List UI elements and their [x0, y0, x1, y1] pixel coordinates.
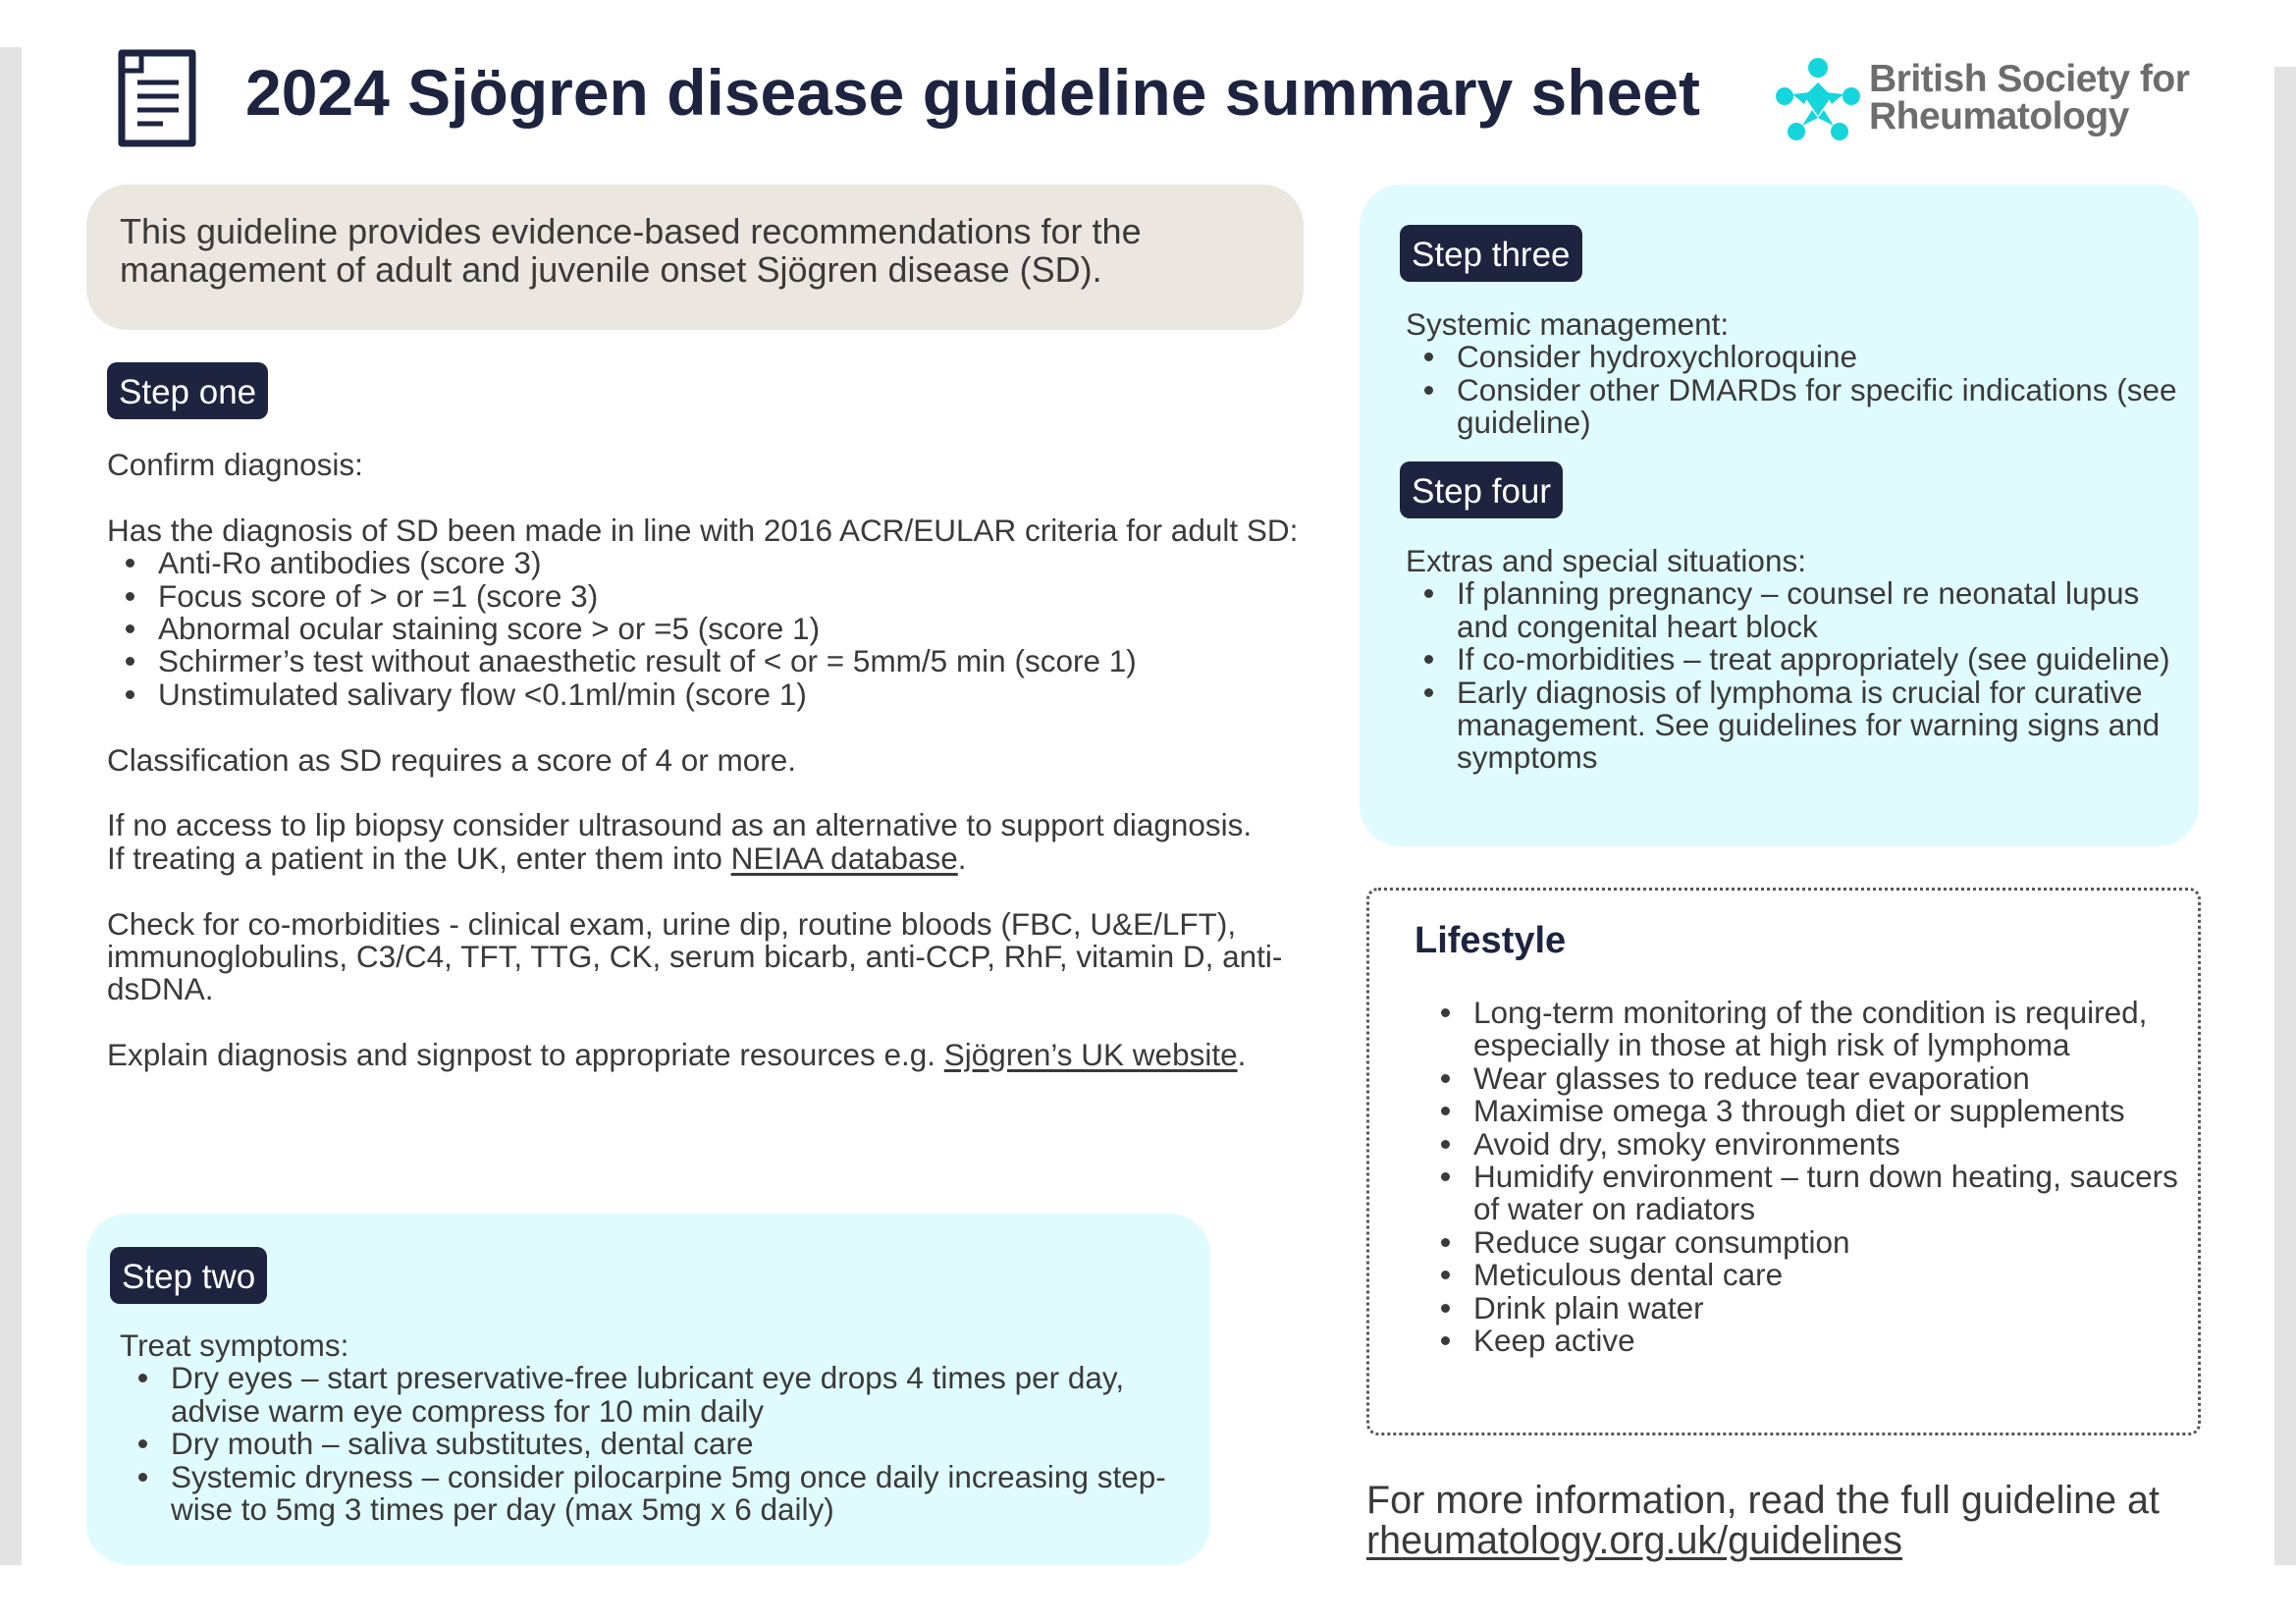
step-one-header — [107, 362, 1314, 419]
criteria-item: Unstimulated salivary flow <0.1ml/min (score 1) — [107, 678, 1314, 711]
lifestyle-item: Avoid dry, smoky environments — [1422, 1128, 2188, 1161]
step-two-panel — [86, 1214, 1210, 1565]
special-situations-item: If planning pregnancy – counsel re neonatal lupus and congenital heart block — [1406, 577, 2181, 643]
lifestyle-item: Humidify environment – turn down heating, saucers of water on radiators — [1422, 1161, 2188, 1226]
steps-three-four-panel — [1360, 185, 2199, 846]
lifestyle-title: Lifestyle — [1415, 920, 1567, 961]
more-information-text — [1366, 1481, 2201, 1561]
step-four-body — [1406, 545, 2181, 775]
neiaa-text — [107, 839, 1314, 876]
treat-symptoms-list — [120, 1362, 1190, 1526]
criteria-item: Schirmer’s test without anaesthetic result of < or = 5mm/5 min (score 1) — [107, 645, 1314, 677]
explain-prefix: Explain diagnosis and signpost to appropriate resources e.g. — [107, 1037, 944, 1073]
intro-text: This guideline provides evidence-based recommendations for the management of adult and juvenile onset Sjögren disease (SD). — [120, 211, 1142, 290]
systemic-management-item: Consider hydroxychloroquine — [1406, 341, 2181, 373]
special-situations-list — [1406, 577, 2181, 774]
systemic-management-list — [1406, 341, 2181, 439]
special-situations-item: If co-morbidities – treat appropriately (see guideline) — [1406, 643, 2181, 676]
lifestyle-item: Wear glasses to reduce tear evaporation — [1422, 1062, 2188, 1095]
comorbidities-text: Check for co-morbidities - clinical exam, urine dip, routine bloods (FBC, U&E/LFT), immunoglobulins, C3/C4, TFT, TTG, CK, serum bicarb, anti-CCP, RhF, vitamin D, anti-dsDNA. — [107, 905, 1283, 1007]
classification-text: Classification as SD requires a score of 4 or more. — [107, 741, 797, 778]
right-page-edge — [2274, 67, 2296, 1565]
lifestyle-item: Drink plain water — [1422, 1292, 2188, 1325]
lifestyle-item: Keep active — [1422, 1325, 2188, 1357]
treat-symptoms-item: Dry mouth – saliva substitutes, dental care — [120, 1428, 1190, 1460]
biopsy-text: If no access to lip biopsy consider ultrasound as an alternative to support diagnosis. — [107, 807, 1253, 843]
neiaa-prefix: If treating a patient in the UK, enter them into — [107, 839, 731, 876]
criteria-item: Anti-Ro antibodies (score 3) — [107, 547, 1314, 579]
lifestyle-item: Long-term monitoring of the condition is required, especially in those at high risk of lymphoma — [1422, 997, 2188, 1062]
step-one-section — [107, 449, 1314, 1072]
explain-suffix: . — [1237, 1037, 1247, 1073]
special-situations-heading: Extras and special situations: — [1406, 543, 1806, 578]
special-situations-item: Early diagnosis of lymphoma is crucial for curative management. See guidelines for warning signs and symptoms — [1406, 677, 2181, 775]
sjogrens-uk-website-link[interactable]: Sjögren’s UK website — [943, 1037, 1238, 1073]
page-title: 2024 Sjögren disease guideline summary sheet — [245, 56, 1700, 129]
document-icon — [118, 49, 196, 147]
criteria-list — [107, 547, 1314, 711]
lifestyle-list — [1422, 997, 2188, 1357]
step-three-tag: Step three — [1400, 225, 1582, 282]
neiaa-database-link[interactable]: NEIAA database — [730, 839, 958, 876]
lifestyle-box — [1366, 888, 2201, 1435]
lifestyle-item: Reduce sugar consumption — [1422, 1226, 2188, 1259]
treat-symptoms-heading: Treat symptoms: — [120, 1327, 349, 1363]
confirm-diagnosis-heading: Confirm diagnosis: — [107, 447, 363, 482]
bsr-logo-line-1: British Society for — [1869, 58, 2190, 100]
guidelines-link[interactable]: rheumatology.org.uk/guidelines — [1366, 1519, 1903, 1562]
step-four-header — [1400, 461, 1563, 518]
step-four-tag: Step four — [1400, 461, 1563, 518]
bsr-logo-line-2: Rheumatology — [1869, 95, 2129, 137]
criteria-item: Abnormal ocular staining score > or =5 (score 1) — [107, 613, 1314, 645]
criteria-intro: Has the diagnosis of SD been made in line with 2016 ACR/EULAR criteria for adult SD: — [107, 512, 1299, 548]
lifestyle-item: Maximise omega 3 through diet or supplements — [1422, 1095, 2188, 1127]
step-three-header — [1400, 225, 1582, 282]
more-information-prefix: For more information, read the full guideline at — [1366, 1479, 2160, 1522]
step-one-tag: Step one — [107, 362, 268, 419]
step-two-tag: Step two — [110, 1247, 267, 1304]
intro-panel — [86, 185, 1304, 330]
explain-text — [107, 1039, 1314, 1071]
left-page-edge — [0, 47, 22, 1565]
step-two-body — [120, 1329, 1190, 1526]
criteria-item: Focus score of > or =1 (score 3) — [107, 580, 1314, 613]
treat-symptoms-item: Systemic dryness – consider pilocarpine 5mg once daily increasing step-wise to 5mg 3 times per day (max 5mg x 6 daily) — [120, 1461, 1190, 1527]
bsr-logo-mark — [1775, 57, 1861, 143]
bsr-logo[interactable] — [1775, 57, 2190, 143]
systemic-management-heading: Systemic management: — [1406, 306, 1730, 342]
lifestyle-body — [1422, 997, 2188, 1357]
step-two-header — [110, 1247, 267, 1304]
lifestyle-item: Meticulous dental care — [1422, 1259, 2188, 1291]
systemic-management-item: Consider other DMARDs for specific indications (see guideline) — [1406, 374, 2181, 440]
bsr-logo-text — [1869, 58, 2190, 137]
treat-symptoms-item: Dry eyes – start preservative-free lubricant eye drops 4 times per day, advise warm eye compress for 10 min daily — [120, 1362, 1190, 1428]
step-three-body — [1406, 308, 2181, 440]
neiaa-suffix: . — [957, 839, 967, 876]
